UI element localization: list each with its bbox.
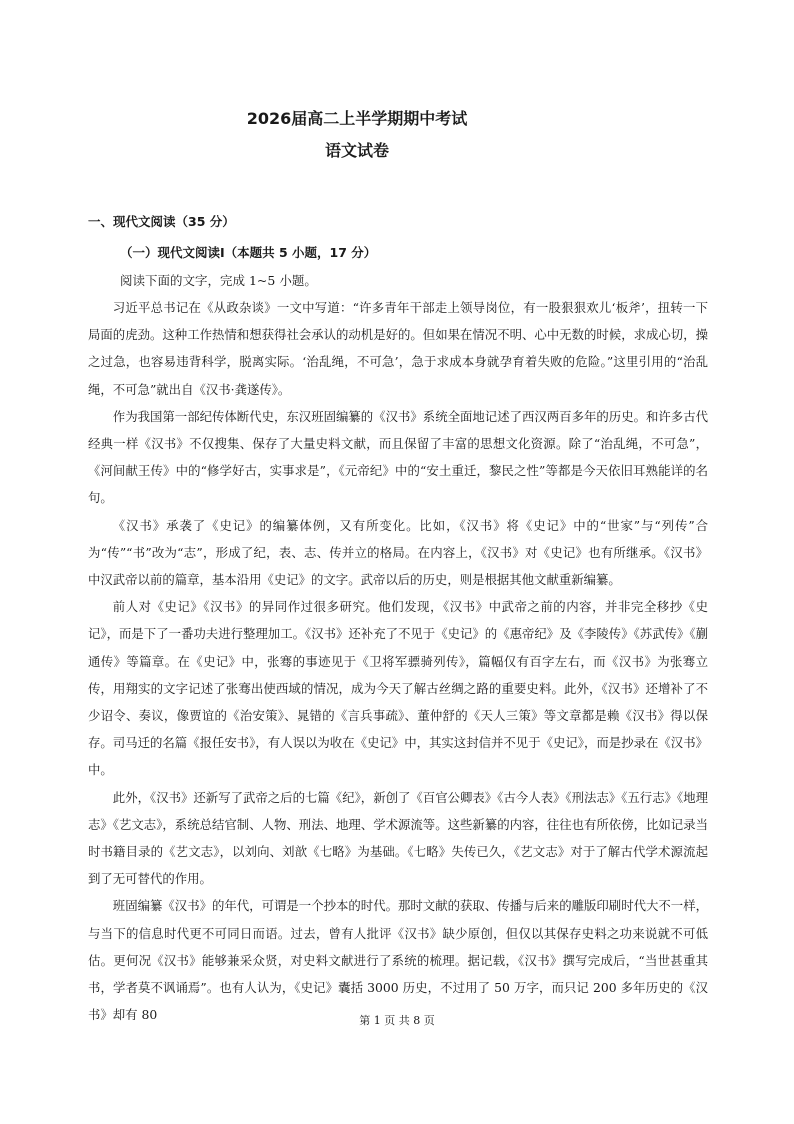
page-footer: 第 1 页 共 8 页 xyxy=(359,1014,435,1027)
reading-passage xyxy=(88,294,708,1028)
subsection-heading: （一）现代文阅读Ⅰ（本题共 5 小题，17 分） xyxy=(120,245,377,260)
exam-title: 2026届高二上半学期期中考试 xyxy=(246,109,468,128)
exam-subtitle: 语文试卷 xyxy=(324,141,389,160)
instruction-text: 阅读下面的文字，完成 1~5 小题。 xyxy=(120,273,317,288)
passage-paragraph: 前人对《史记》《汉书》的异同作过很多研究。他们发现，《汉书》中武帝之前的内容，并非完全移抄《史记》，而是下了一番功夫进行整理加工。《汉书》还补充了不见于《史记》的《惠帝纪》及《李陵传》《苏武传》《蒯通传》等篇章。在《史记》中，张骞的事迹见于《卫将军骠骑列传》，篇幅仅有百字左右，而《汉书》为张骞立传，用翔实的文字记述了张骞出使西域的情况，成为今天了解古丝绸之路的重要史料。此外，《汉书》还增补了不少诏令、奏议，像贾谊的《治安策》、晁错的《言兵事疏》、董仲舒的《天人三策》等文章都是赖《汉书》得以保存。司马迁的名篇《报任安书》，有人误以为收在《史记》中，其实这封信并不见于《史记》，而是抄录在《汉书》中。 xyxy=(88,599,708,778)
section-heading: 一、现代文阅读（35 分） xyxy=(88,214,235,229)
passage-paragraph: 习近平总书记在《从政杂谈》一文中写道：“许多青年干部走上领导岗位，有一股狠狠欢儿‘板斧’，扭转一下局面的虎劲。这种工作热情和想获得社会承认的动机是好的。但如果在情况不明、心中无数的时候，求成心切，操之过急，也容易违背科学，脱离实际。‘治乱绳，不可急’，急于求成本身就孕育着失败的危险。”这里引用的“治乱绳，不可急”就出自《汉书·龚遂传》。 xyxy=(88,300,708,397)
passage-paragraph: 《汉书》承袭了《史记》的编纂体例，又有所变化。比如，《汉书》将《史记》中的“世家”与“列传”合为“传”“书”改为“志”，形成了纪，表、志、传并立的格局。在内容上，《汉书》对《史记》也有所继承。《汉书》中汉武帝以前的篇章，基本沿用《史记》的文字。武帝以后的历史，则是根据其他文献重新编纂。 xyxy=(88,517,708,588)
passage-paragraph: 此外，《汉书》还新写了武帝之后的七篇《纪》，新创了《百官公卿表》《古今人表》《刑法志》《五行志》《地理志》《艺文志》，系统总结官制、人物、刑法、地理、学术源流等。这些新纂的内容，往往也有所依傍，比如记录当时书籍目录的《艺文志》，以刘向、刘歆《七略》为基础。《七略》失传已久，《艺文志》对于了解古代学术源流起到了无可替代的作用。 xyxy=(88,789,708,887)
passage-paragraph: 班固编纂《汉书》的年代，可谓是一个抄本的时代。那时文献的获取、传播与后来的雕版印刷时代大不一样，与当下的信息时代更不可同日而语。过去，曾有人批评《汉书》缺少原创，但仅以其保存史料之功来说就不可低估。更何况《汉书》能够兼采众贤，对史料文献进行了系统的梳理。据记载，《汉书》撰写完成后，“当世甚重其书，学者莫不讽诵焉”。也有人认为，《史记》囊括 3000 历史，不过用了 50 万字，而只记 200 多年历史的《汉书》却有 80 xyxy=(88,898,708,1023)
passage-paragraph: 作为我国第一部纪传体断代史，东汉班固编纂的《汉书》系统全面地记述了西汉两百多年的历史。和许多古代经典一样《汉书》不仅搜集、保存了大量史料文献，而且保留了丰富的思想文化资源。除了“治乱绳，不可急”，《河间献王传》中的“修学好古，实事求是”，《元帝纪》中的“安土重迁，黎民之性”等都是今天依旧耳熟能详的名句。 xyxy=(88,408,708,506)
